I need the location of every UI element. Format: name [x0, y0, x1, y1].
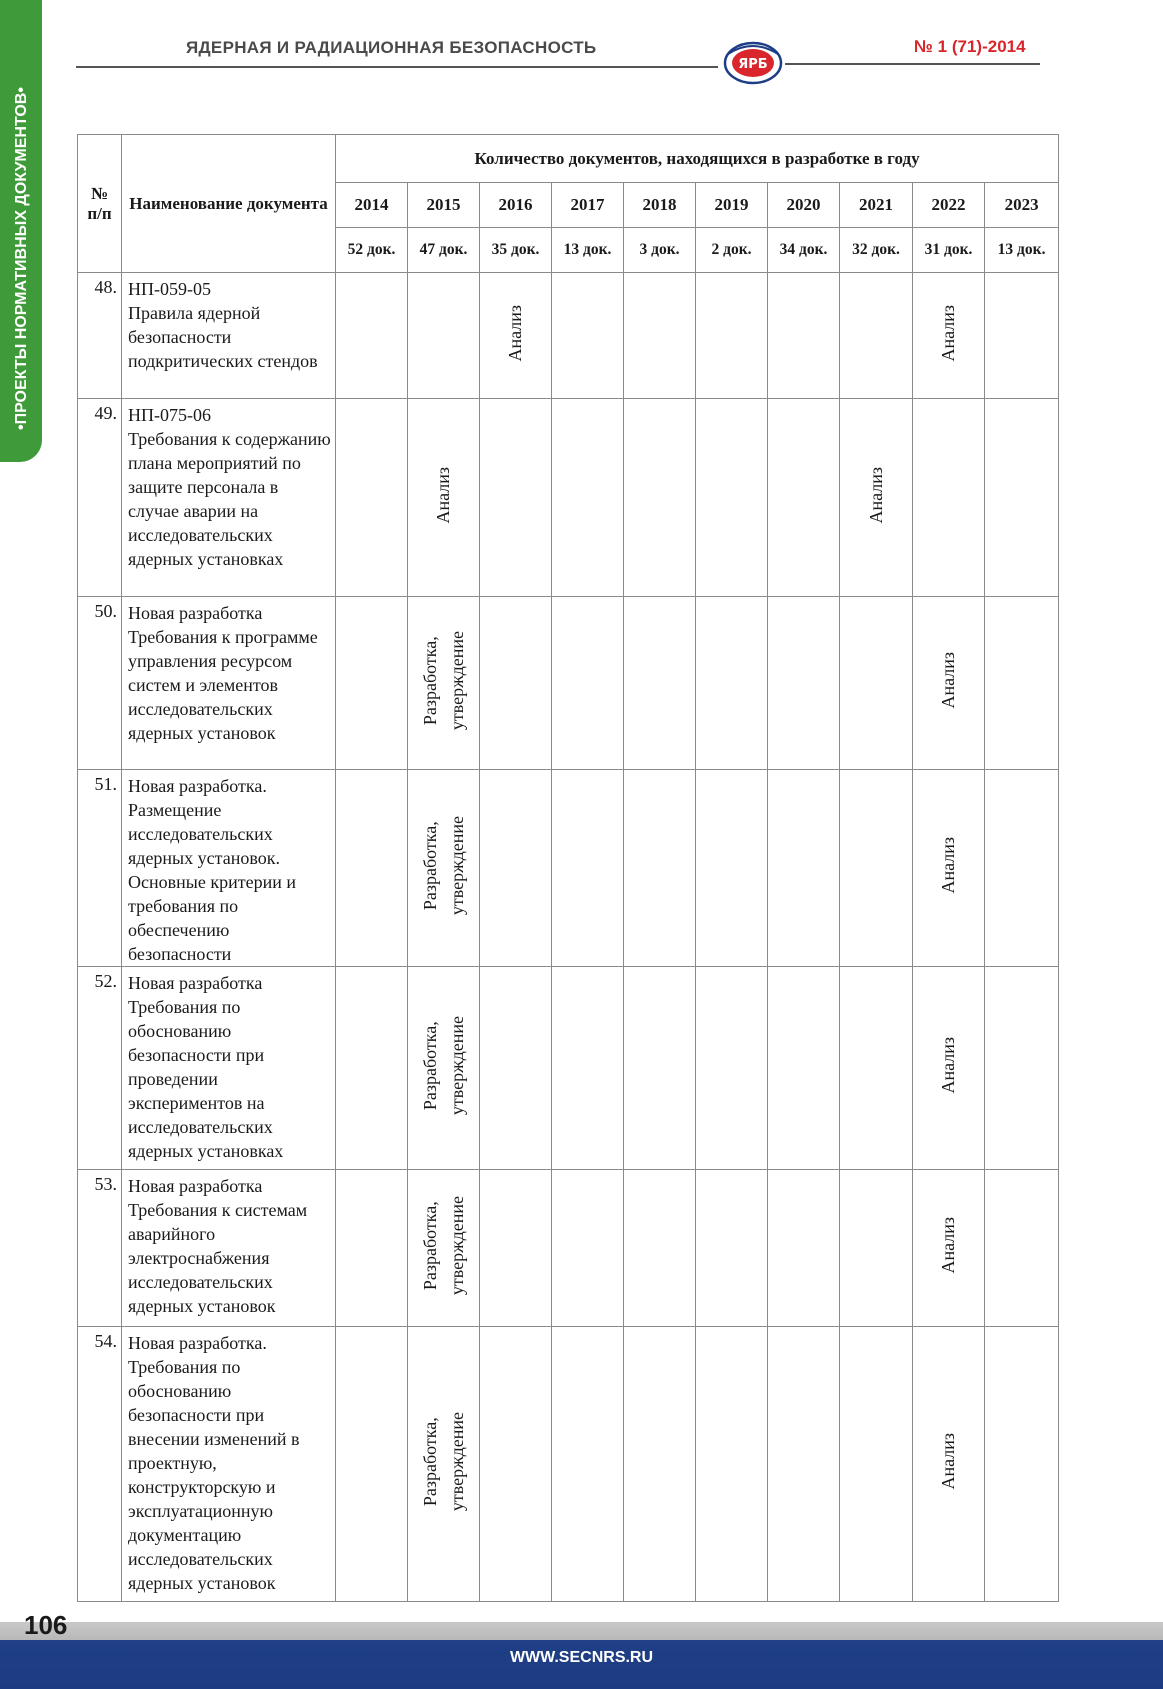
stage-label: Анализ: [938, 1037, 958, 1094]
stage-cell-2018: [624, 597, 696, 770]
stage-cell-2016: [480, 1327, 552, 1602]
stage-cell-2016: [480, 967, 552, 1170]
table-row: [78, 770, 1059, 967]
stage-cell-2020: [768, 273, 840, 399]
stage-cell-2017: [552, 1170, 624, 1327]
row-number: 51.: [78, 770, 122, 967]
year-header-2016: 2016: [480, 183, 552, 228]
document-name: Новая разработка. Размещение исследовательских ядерных установок. Основные критерии и требования по обеспечению безопасности: [122, 770, 336, 967]
stage-label: Анализ: [505, 304, 525, 362]
stage-cell-2022: [913, 273, 985, 399]
year-header-2020: 2020: [768, 183, 840, 228]
stage-label: Анализ: [938, 652, 958, 709]
table-row: [78, 399, 1059, 597]
stage-cell-2021: [840, 273, 913, 399]
table-row: [78, 967, 1059, 1170]
doc-count-2020: 34 док.: [768, 228, 840, 273]
stage-cell-2014: [336, 273, 408, 399]
stage-cell-2016: [480, 399, 552, 597]
stage-cell-2016: [480, 273, 552, 399]
issue-number: № 1 (71)-2014: [914, 37, 1026, 56]
stage-cell-2020: [768, 770, 840, 967]
stage-cell-2019: [696, 1170, 768, 1327]
stage-cell-2014: [336, 399, 408, 597]
row-number: 48.: [78, 273, 122, 399]
stage-cell-2017: [552, 967, 624, 1170]
stage-label: Разработка, утверждение: [419, 1195, 467, 1296]
stage-cell-2020: [768, 1327, 840, 1602]
stage-cell-2014: [336, 967, 408, 1170]
stage-cell-2019: [696, 597, 768, 770]
document-name: Новая разработка Требования к системам аварийного электроснабжения исследовательских ядерных установок: [122, 1170, 336, 1327]
doc-count-2017: 13 док.: [552, 228, 624, 273]
stage-cell-2015: [408, 770, 480, 967]
stage-cell-2017: [552, 399, 624, 597]
stage-cell-2019: [696, 967, 768, 1170]
stage-cell-2021: [840, 770, 913, 967]
stage-label: Разработка, утверждение: [419, 1411, 467, 1512]
stage-cell-2021: [840, 399, 913, 597]
stage-cell-2014: [336, 1327, 408, 1602]
journal-title: ЯДЕРНАЯ И РАДИАЦИОННАЯ БЕЗОПАСНОСТЬ: [186, 38, 597, 57]
row-number: 49.: [78, 399, 122, 597]
stage-cell-2017: [552, 597, 624, 770]
page-number: 106: [24, 1610, 68, 1640]
doc-count-2016: 35 док.: [480, 228, 552, 273]
stage-cell-2022: [913, 1170, 985, 1327]
stage-cell-2015: [408, 967, 480, 1170]
stage-cell-2014: [336, 770, 408, 967]
stage-cell-2018: [624, 770, 696, 967]
stage-cell-2018: [624, 967, 696, 1170]
stage-cell-2021: [840, 1170, 913, 1327]
year-header-2015: 2015: [408, 183, 480, 228]
document-name: НП-059-05 Правила ядерной безопасности подкритических стендов: [122, 273, 336, 399]
stage-label: Разработка, утверждение: [419, 815, 467, 916]
stage-cell-2016: [480, 1170, 552, 1327]
stage-label: Разработка, утверждение: [419, 630, 467, 731]
stage-cell-2022: [913, 1327, 985, 1602]
year-header-2023: 2023: [985, 183, 1059, 228]
stage-cell-2017: [552, 1327, 624, 1602]
column-header-group: Количество документов, находящихся в разработке в году: [336, 135, 1059, 183]
column-header-number: № п/п: [78, 135, 122, 273]
header-divider-right: [785, 63, 1040, 65]
stage-cell-2021: [840, 967, 913, 1170]
stage-cell-2023: [985, 399, 1059, 597]
stage-cell-2018: [624, 273, 696, 399]
doc-count-2022: 31 док.: [913, 228, 985, 273]
doc-count-2019: 2 док.: [696, 228, 768, 273]
stage-cell-2020: [768, 597, 840, 770]
stage-cell-2020: [768, 399, 840, 597]
year-header-2022: 2022: [913, 183, 985, 228]
stage-cell-2022: [913, 597, 985, 770]
stage-cell-2022: [913, 967, 985, 1170]
doc-count-2023: 13 док.: [985, 228, 1059, 273]
documents-table-wrapper: [77, 134, 1059, 1602]
document-name: Новая разработка. Требования по обоснованию безопасности при внесении изменений в проектную, конструкторскую и эксплуатационную документацию исследовательских ядерных установок: [122, 1327, 336, 1602]
stage-cell-2021: [840, 597, 913, 770]
stage-label: Анализ: [433, 466, 453, 524]
stage-cell-2015: [408, 1327, 480, 1602]
stage-label: Анализ: [938, 1433, 958, 1490]
document-name: Новая разработка Требования к программе управления ресурсом систем и элементов исследовательских ядерных установок: [122, 597, 336, 770]
column-header-name: Наименование документа: [122, 135, 336, 273]
row-number: 54.: [78, 1327, 122, 1602]
year-header-2021: 2021: [840, 183, 913, 228]
year-header-2019: 2019: [696, 183, 768, 228]
doc-count-2015: 47 док.: [408, 228, 480, 273]
stage-cell-2023: [985, 597, 1059, 770]
stage-cell-2015: [408, 597, 480, 770]
stage-cell-2021: [840, 1327, 913, 1602]
stage-cell-2015: [408, 1170, 480, 1327]
stage-cell-2017: [552, 273, 624, 399]
site-url[interactable]: WWW.SECNRS.RU: [509, 1649, 654, 1666]
stage-cell-2018: [624, 1327, 696, 1602]
stage-cell-2020: [768, 1170, 840, 1327]
stage-cell-2017: [552, 770, 624, 967]
logo-text: ЯРБ: [738, 57, 768, 72]
stage-cell-2023: [985, 967, 1059, 1170]
doc-count-2014: 52 док.: [336, 228, 408, 273]
stage-cell-2022: [913, 399, 985, 597]
stage-label: Анализ: [938, 837, 958, 894]
row-number: 53.: [78, 1170, 122, 1327]
documents-schedule-table: [77, 134, 1059, 1602]
section-side-tab: [0, 0, 42, 462]
stage-cell-2019: [696, 1327, 768, 1602]
stage-cell-2016: [480, 597, 552, 770]
stage-cell-2019: [696, 399, 768, 597]
stage-cell-2020: [768, 967, 840, 1170]
year-header-2017: 2017: [552, 183, 624, 228]
stage-cell-2015: [408, 399, 480, 597]
doc-count-2021: 32 док.: [840, 228, 913, 273]
stage-label: Анализ: [865, 466, 886, 524]
stage-cell-2014: [336, 1170, 408, 1327]
year-header-2014: 2014: [336, 183, 408, 228]
stage-cell-2019: [696, 273, 768, 399]
stage-cell-2018: [624, 1170, 696, 1327]
stage-label: Разработка, утверждение: [419, 1015, 467, 1116]
year-header-2018: 2018: [624, 183, 696, 228]
journal-logo: [722, 40, 784, 86]
stage-cell-2015: [408, 273, 480, 399]
table-row: [78, 1170, 1059, 1327]
stage-cell-2023: [985, 770, 1059, 967]
header-divider-left: [76, 66, 718, 68]
stage-cell-2016: [480, 770, 552, 967]
document-name: НП-075-06 Требования к содержанию плана мероприятий по защите персонала в случае аварии на исследовательских ядерных установках: [122, 399, 336, 597]
stage-cell-2018: [624, 399, 696, 597]
stage-cell-2022: [913, 770, 985, 967]
table-row: [78, 273, 1059, 399]
section-side-tab-label: •ПРОЕКТЫ НОРМАТИВНЫХ ДОКУМЕНТОВ•: [13, 87, 30, 430]
document-name: Новая разработка Требования по обоснованию безопасности при проведении экспериментов на исследовательских ядерных установках: [122, 967, 336, 1170]
table-row: [78, 597, 1059, 770]
doc-count-2018: 3 док.: [624, 228, 696, 273]
row-number: 52.: [78, 967, 122, 1170]
stage-cell-2023: [985, 273, 1059, 399]
stage-cell-2023: [985, 1327, 1059, 1602]
table-body: [78, 273, 1059, 1602]
stage-label: Анализ: [938, 1217, 958, 1274]
table-row: [78, 1327, 1059, 1602]
stage-cell-2014: [336, 597, 408, 770]
row-number: 50.: [78, 597, 122, 770]
stage-cell-2019: [696, 770, 768, 967]
stage-cell-2023: [985, 1170, 1059, 1327]
stage-label: Анализ: [938, 304, 958, 362]
